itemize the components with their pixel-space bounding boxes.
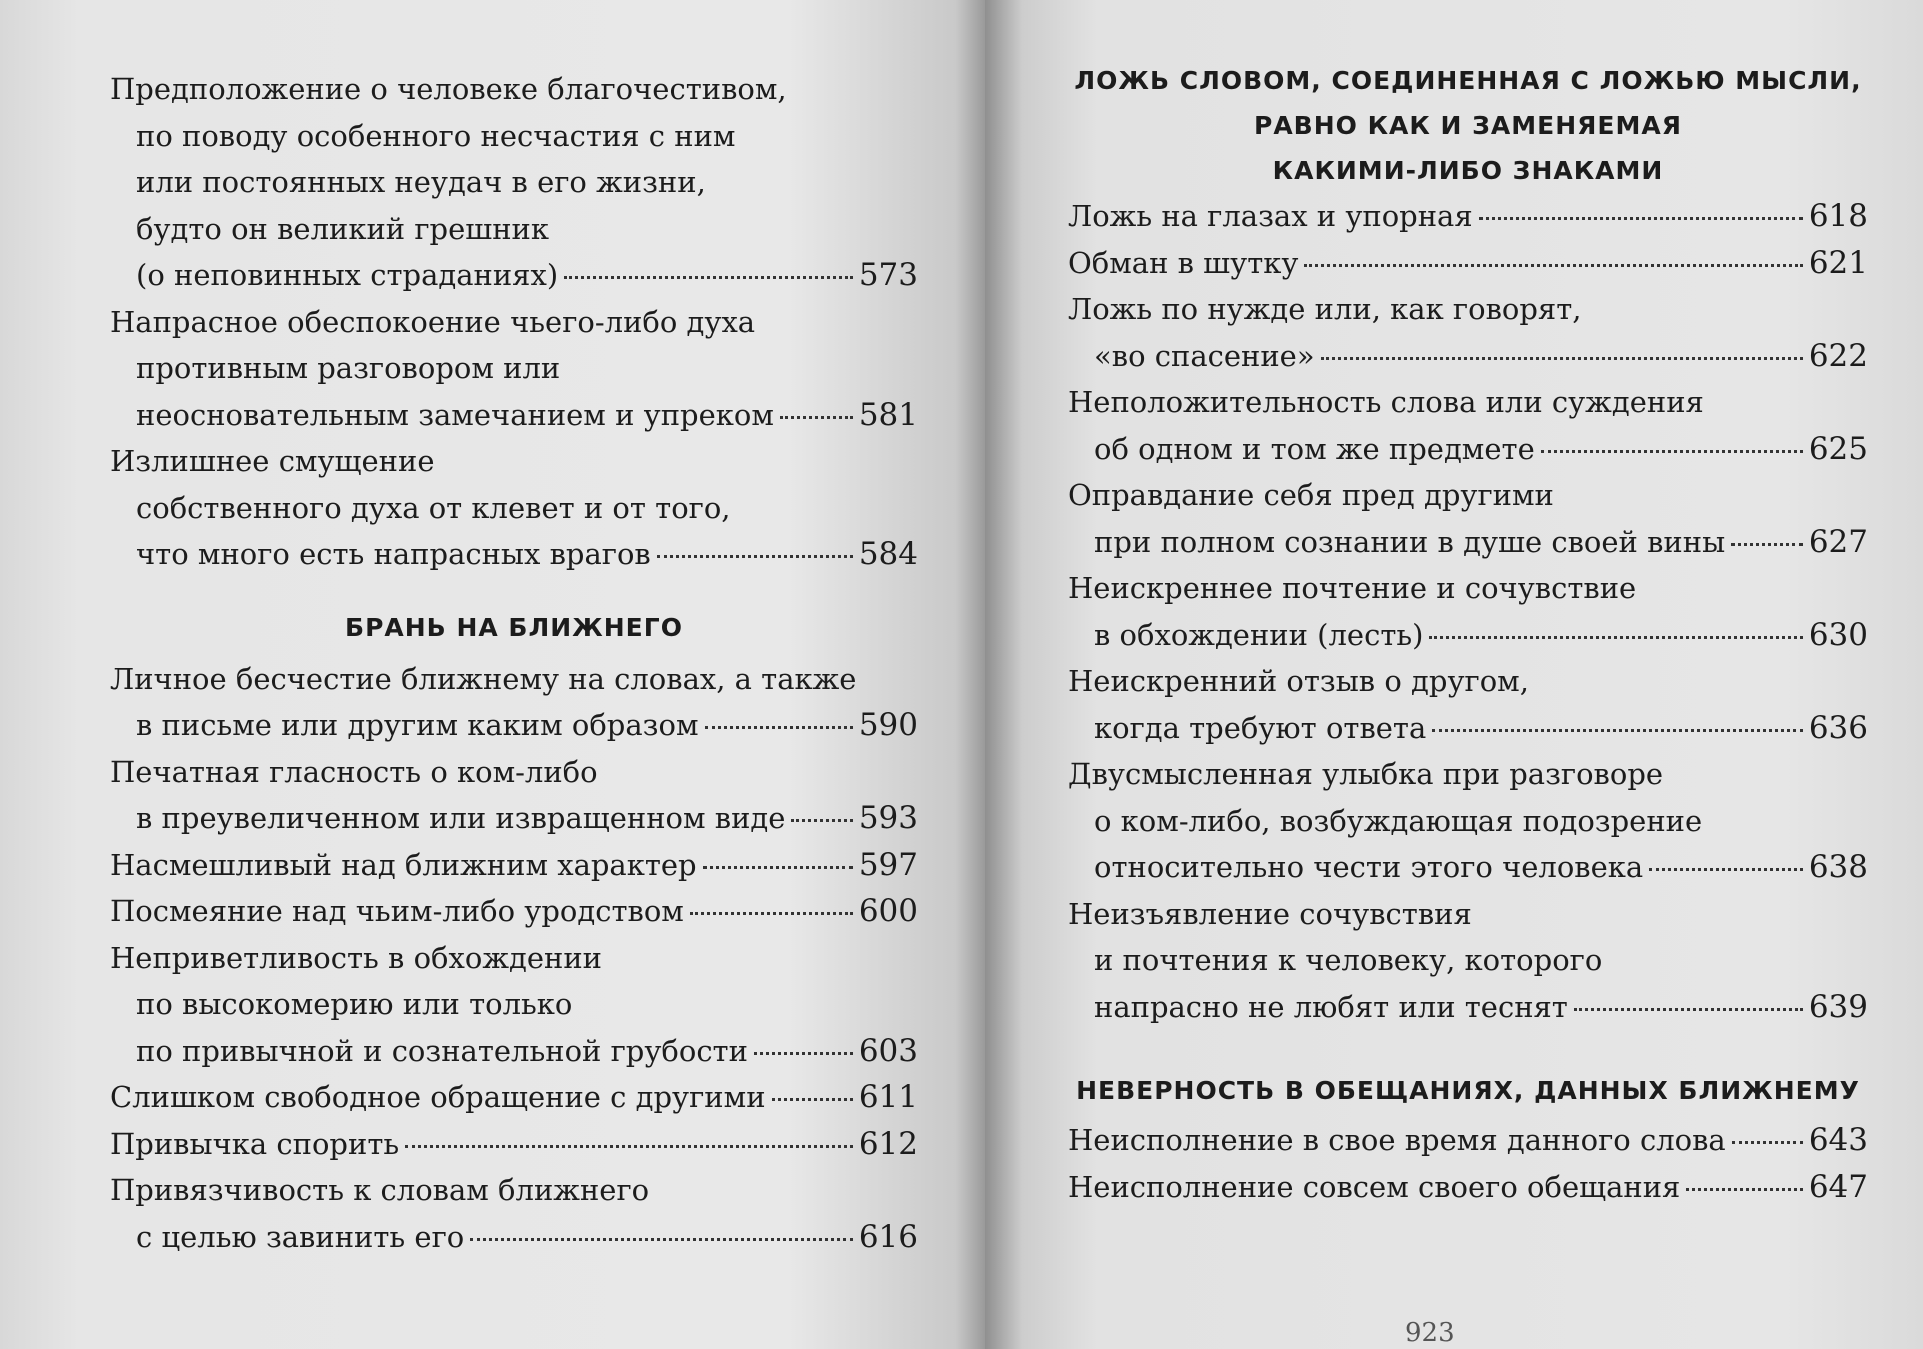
toc-entry-line	[110, 206, 918, 253]
right-entries	[1068, 193, 1868, 1030]
right-toc-column	[1068, 58, 1868, 1210]
toc-entry-text: в обхождении (лесть)	[1094, 617, 1424, 652]
toc-entry-line	[1068, 286, 1868, 333]
toc-entry	[1068, 193, 1868, 240]
toc-entry-line	[110, 656, 918, 703]
dot-leader	[1731, 543, 1803, 546]
section-heading-nevernost: НЕВЕРНОСТЬ В ОБЕЩАНИЯХ, ДАННЫХ БЛИЖНЕМУ	[1076, 1076, 1860, 1105]
dot-leader	[470, 1238, 853, 1241]
toc-page-number: 616	[858, 1218, 918, 1255]
toc-entry-line	[1068, 798, 1868, 845]
dot-leader	[1479, 217, 1803, 220]
toc-entry-line	[110, 842, 918, 889]
section-heading-line: РАВНО КАК И ЗАМЕНЯЕМАЯ	[1254, 111, 1682, 140]
toc-entry-line	[1068, 751, 1868, 798]
toc-entry-text: в письме или другим каким образом	[136, 708, 699, 742]
toc-entry-text: по привычной и сознательной грубости	[136, 1033, 748, 1068]
toc-entry-text: Ложь на глазах и упорная	[1068, 199, 1473, 233]
toc-page-number: 590	[858, 707, 918, 743]
toc-entry	[110, 299, 918, 439]
toc-entry-line	[1068, 426, 1868, 473]
toc-entry-text: Насмешливый над ближним характер	[110, 847, 697, 882]
toc-entry-text: в преувеличенном или извращенном виде	[136, 801, 786, 835]
toc-page-number: 636	[1808, 709, 1868, 746]
dot-leader	[1321, 357, 1803, 360]
toc-entry	[110, 1167, 918, 1260]
toc-entry-text: Ложь по нужде или, как говорят,	[1068, 292, 1582, 326]
toc-entry-text: Слишком свободное обращение с другими	[110, 1080, 766, 1114]
toc-entry-line	[110, 749, 918, 796]
toc-page-number: 627	[1808, 523, 1868, 560]
toc-entry-text: Привычка спорить	[110, 1126, 400, 1161]
left-toc-column	[110, 66, 918, 1260]
section-heading-line: КАКИМИ-ЛИБО ЗНАКАМИ	[1272, 156, 1664, 185]
toc-page-number: 630	[1808, 616, 1868, 653]
toc-entry-line	[110, 66, 918, 113]
toc-entry-line	[1068, 240, 1868, 287]
toc-page-number: 647	[1808, 1168, 1868, 1205]
toc-page-number: 597	[858, 846, 918, 883]
toc-page-number: 621	[1808, 244, 1868, 281]
toc-entry-text: неосновательным замечанием и упреком	[136, 397, 774, 432]
toc-entry-text: Неискреннее почтение и сочувствие	[1068, 571, 1637, 605]
toc-entry-text: относительно чести этого человека	[1094, 850, 1644, 884]
dot-leader	[772, 1098, 853, 1101]
dot-leader	[690, 912, 853, 915]
toc-entry-text: Оправдание себя пред другими	[1068, 478, 1554, 512]
toc-entry-text: Неисполнение совсем своего обещания	[1068, 1169, 1681, 1204]
dot-leader	[657, 555, 853, 558]
toc-entry	[1068, 751, 1868, 891]
toc-page-number: 581	[858, 396, 918, 433]
toc-entry	[1068, 240, 1868, 287]
toc-entry-text: Обман в шутку	[1068, 245, 1299, 280]
toc-page-number: 611	[858, 1079, 918, 1115]
toc-entry-text: или постоянных неудач в его жизни,	[136, 165, 706, 199]
toc-page-number: 584	[858, 536, 918, 572]
toc-entry-text: Личное бесчестие ближнему на словах, а также	[110, 661, 857, 696]
toc-page-number: 643	[1808, 1122, 1868, 1158]
toc-entry-text: Печатная гласность о ком-либо	[110, 754, 598, 789]
right-section2-entries	[1068, 1117, 1868, 1210]
toc-entry-text: Привязчивость к словам ближнего	[110, 1173, 650, 1207]
toc-entry	[1068, 891, 1868, 1031]
toc-entry-line	[110, 1167, 918, 1214]
toc-entry-line	[110, 702, 918, 749]
section-heading-lozh	[1068, 58, 1868, 193]
toc-entry	[110, 66, 918, 299]
dot-leader	[405, 1145, 853, 1148]
toc-entry-text: Неискренний отзыв о другом,	[1068, 664, 1529, 698]
toc-entry-text: о ком-либо, возбуждающая подозрение	[1094, 803, 1703, 838]
toc-entry-text: собственного духа от клевет и от того,	[136, 490, 731, 525]
toc-entry-text: об одном и том же предмете	[1094, 431, 1535, 466]
toc-entry-text: Неизъявление сочувствия	[1068, 896, 1472, 931]
dot-leader	[1541, 450, 1803, 453]
right-page	[985, 0, 1923, 1349]
dot-leader	[705, 726, 853, 729]
toc-entry-text: будто он великий грешник	[136, 211, 550, 246]
toc-entry-text: напрасно не любят или теснят	[1094, 989, 1568, 1024]
dot-leader	[564, 276, 853, 279]
toc-page-number: 612	[858, 1125, 918, 1162]
toc-entry-line	[1068, 1117, 1868, 1164]
toc-entry-line	[1068, 658, 1868, 705]
toc-entry-text: Предположение о человеке благочестивом,	[110, 72, 787, 106]
toc-entry-line	[1068, 612, 1868, 659]
toc-entry-line	[110, 438, 918, 485]
toc-page-number: 638	[1808, 849, 1868, 885]
toc-entry-text: Неприветливость в обхождении	[110, 940, 602, 975]
toc-page-number: 622	[1808, 337, 1868, 374]
toc-entry-text: что много есть напрасных врагов	[136, 537, 651, 571]
toc-entry	[110, 749, 918, 842]
toc-entry-line	[1068, 519, 1868, 566]
toc-entry-text: Неисполнение в свое время данного слова	[1068, 1123, 1726, 1157]
toc-entry-line	[110, 981, 918, 1028]
toc-entry	[1068, 472, 1868, 565]
toc-entry-text: противным разговором или	[136, 351, 561, 385]
toc-entry-line	[110, 1074, 918, 1121]
section-heading-line: ЛОЖЬ СЛОВОМ, СОЕДИНЕННАЯ С ЛОЖЬЮ МЫСЛИ,	[1074, 66, 1862, 95]
dot-leader	[780, 416, 853, 419]
toc-entry	[1068, 286, 1868, 379]
toc-entry-text: Излишнее смущение	[110, 444, 435, 478]
toc-entry-text: с целью завинить его	[136, 1219, 465, 1254]
toc-entry	[1068, 658, 1868, 751]
toc-entry	[110, 935, 918, 1075]
toc-entry-line	[110, 935, 918, 982]
toc-entry-text: «во спасение»	[1094, 338, 1315, 373]
toc-entry-line	[110, 531, 918, 578]
toc-entry-line	[1068, 984, 1868, 1031]
toc-entry-line	[110, 345, 918, 392]
toc-entry-text: Напрасное обеспокоение чьего-либо духа	[110, 304, 756, 339]
toc-entry	[110, 1074, 918, 1121]
section-heading-bran: БРАНЬ НА БЛИЖНЕГО	[345, 612, 683, 642]
toc-page-number: 593	[858, 800, 918, 836]
toc-entry-text: при полном сознании в душе своей вины	[1094, 524, 1726, 559]
toc-entry-line	[1068, 333, 1868, 380]
toc-entry-text: (о неповинных страданиях)	[136, 258, 559, 292]
dot-leader	[1574, 1008, 1803, 1011]
toc-entry	[110, 656, 918, 749]
toc-entry-line	[1068, 1164, 1868, 1211]
dot-leader	[1686, 1188, 1803, 1191]
toc-entry-line	[110, 888, 918, 935]
toc-entry-line	[1068, 844, 1868, 891]
toc-entry-line	[110, 1028, 918, 1075]
toc-entry-line	[110, 795, 918, 842]
toc-entry-line	[110, 392, 918, 439]
dot-leader	[1432, 729, 1803, 732]
toc-page-number: 603	[858, 1032, 918, 1069]
toc-page-number: 625	[1808, 430, 1868, 467]
toc-page-number: 639	[1808, 988, 1868, 1025]
toc-entry-line	[1068, 705, 1868, 752]
toc-entry-line	[110, 299, 918, 346]
dot-leader	[703, 866, 853, 869]
dot-leader	[791, 819, 852, 822]
dot-leader	[1429, 636, 1802, 639]
toc-entry-line	[110, 159, 918, 206]
toc-entry	[1068, 1117, 1868, 1164]
toc-page-number: 600	[858, 893, 918, 929]
toc-entry	[1068, 565, 1868, 658]
toc-entry	[110, 888, 918, 935]
toc-entry	[1068, 379, 1868, 472]
toc-entry	[110, 842, 918, 889]
toc-entry-line	[1068, 193, 1868, 240]
dot-leader	[1649, 868, 1803, 871]
toc-page-number: 573	[858, 257, 918, 293]
toc-entry	[110, 1121, 918, 1168]
toc-entry-text: Неположительность слова или суждения	[1068, 385, 1704, 419]
toc-entry-line	[1068, 472, 1868, 519]
toc-entry-text: Двусмысленная улыбка при разговоре	[1068, 757, 1664, 791]
dot-leader	[1732, 1141, 1803, 1144]
toc-entry-text: когда требуют ответа	[1094, 710, 1427, 745]
page-number: 923	[1405, 1318, 1455, 1348]
toc-entry-line	[1068, 937, 1868, 984]
toc-entry-line	[110, 1121, 918, 1168]
dot-leader	[1304, 264, 1802, 267]
toc-entry-text: Посмеяние над чьим-либо уродством	[110, 894, 684, 928]
toc-entry-line	[1068, 379, 1868, 426]
toc-entry-line	[110, 485, 918, 532]
left-entries	[110, 66, 918, 578]
toc-entry-line	[110, 113, 918, 160]
left-section-entries	[110, 656, 918, 1261]
toc-entry-text: по поводу особенного несчастия с ним	[136, 118, 736, 153]
toc-entry	[110, 438, 918, 578]
toc-entry-line	[110, 252, 918, 299]
toc-entry-text: и почтения к человеку, которого	[1094, 943, 1603, 977]
toc-entry-line	[1068, 565, 1868, 612]
toc-page-number: 618	[1808, 198, 1868, 234]
dot-leader	[754, 1052, 853, 1055]
toc-entry-text: по высокомерию или только	[136, 987, 573, 1021]
toc-entry	[1068, 1164, 1868, 1211]
toc-entry-line	[1068, 891, 1868, 938]
toc-entry-line	[110, 1214, 918, 1261]
